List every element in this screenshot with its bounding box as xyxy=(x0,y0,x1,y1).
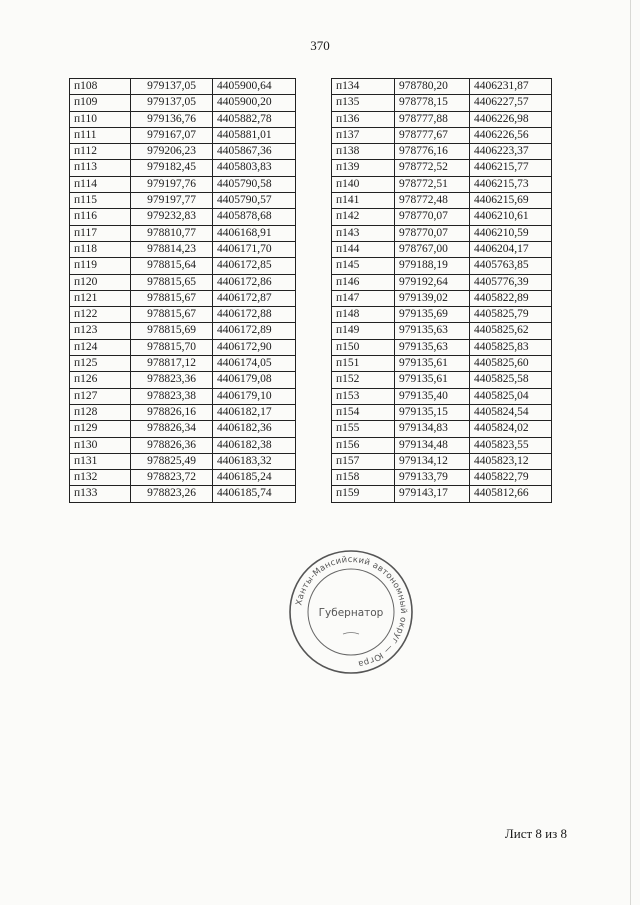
y-coordinate-cell: 4406172,88 xyxy=(213,307,296,323)
y-coordinate-cell: 4405825,83 xyxy=(470,339,552,355)
y-coordinate-cell: 4405803,83 xyxy=(213,160,296,176)
table-row xyxy=(70,144,296,160)
table-row xyxy=(70,176,296,192)
x-coordinate-cell: 978772,48 xyxy=(395,193,470,209)
point-id-cell: п152 xyxy=(332,372,395,388)
table-row xyxy=(332,225,552,241)
table-row xyxy=(332,144,552,160)
x-coordinate-cell: 978780,20 xyxy=(395,79,470,95)
point-id-cell: п153 xyxy=(332,388,395,404)
y-coordinate-cell: 4406168,91 xyxy=(213,225,296,241)
table-row xyxy=(70,372,296,388)
x-coordinate-cell: 979133,79 xyxy=(395,470,470,486)
y-coordinate-cell: 4406223,37 xyxy=(470,144,552,160)
table-row xyxy=(70,453,296,469)
point-id-cell: п144 xyxy=(332,241,395,257)
point-id-cell: п137 xyxy=(332,127,395,143)
scan-edge-line xyxy=(630,0,631,905)
table-row xyxy=(70,193,296,209)
point-id-cell: п135 xyxy=(332,95,395,111)
table-row xyxy=(70,307,296,323)
point-id-cell: п138 xyxy=(332,144,395,160)
point-id-cell: п116 xyxy=(70,209,131,225)
table-row xyxy=(332,437,552,453)
table-row xyxy=(332,339,552,355)
y-coordinate-cell: 4405790,57 xyxy=(213,193,296,209)
point-id-cell: п112 xyxy=(70,144,131,160)
y-coordinate-cell: 4405812,66 xyxy=(470,486,552,502)
y-coordinate-cell: 4405776,39 xyxy=(470,274,552,290)
table-row xyxy=(70,404,296,420)
point-id-cell: п122 xyxy=(70,307,131,323)
point-id-cell: п121 xyxy=(70,290,131,306)
y-coordinate-cell: 4405825,62 xyxy=(470,323,552,339)
point-id-cell: п141 xyxy=(332,193,395,209)
y-coordinate-cell: 4406172,90 xyxy=(213,339,296,355)
y-coordinate-cell: 4405881,01 xyxy=(213,127,296,143)
x-coordinate-cell: 978815,69 xyxy=(131,323,213,339)
y-coordinate-cell: 4406185,24 xyxy=(213,470,296,486)
x-coordinate-cell: 978814,23 xyxy=(131,241,213,257)
x-coordinate-cell: 978772,51 xyxy=(395,176,470,192)
seal-center-text: Губернатор xyxy=(318,607,384,619)
x-coordinate-cell: 978770,07 xyxy=(395,225,470,241)
table-row xyxy=(70,225,296,241)
table-row xyxy=(332,388,552,404)
x-coordinate-cell: 979192,64 xyxy=(395,274,470,290)
y-coordinate-cell: 4406215,73 xyxy=(470,176,552,192)
coordinates-table-right xyxy=(331,78,552,503)
table-row xyxy=(332,209,552,225)
point-id-cell: п125 xyxy=(70,356,131,372)
seal-ring-textpath: Ханты-Мансийский автономный округ — Югра xyxy=(294,554,409,669)
point-id-cell: п109 xyxy=(70,95,131,111)
table-row xyxy=(70,274,296,290)
table-row xyxy=(332,241,552,257)
y-coordinate-cell: 4406204,17 xyxy=(470,241,552,257)
point-id-cell: п113 xyxy=(70,160,131,176)
point-id-cell: п134 xyxy=(332,79,395,95)
x-coordinate-cell: 978770,07 xyxy=(395,209,470,225)
y-coordinate-cell: 4406183,32 xyxy=(213,453,296,469)
y-coordinate-cell: 4406227,57 xyxy=(470,95,552,111)
table-row xyxy=(332,274,552,290)
y-coordinate-cell: 4406179,10 xyxy=(213,388,296,404)
x-coordinate-cell: 978772,52 xyxy=(395,160,470,176)
table-row xyxy=(70,95,296,111)
point-id-cell: п115 xyxy=(70,193,131,209)
x-coordinate-cell: 979143,17 xyxy=(395,486,470,502)
table-row xyxy=(70,209,296,225)
x-coordinate-cell: 979135,40 xyxy=(395,388,470,404)
y-coordinate-cell: 4405790,58 xyxy=(213,176,296,192)
table-row xyxy=(332,176,552,192)
point-id-cell: п140 xyxy=(332,176,395,192)
point-id-cell: п119 xyxy=(70,258,131,274)
x-coordinate-cell: 978767,00 xyxy=(395,241,470,257)
y-coordinate-cell: 4406174,05 xyxy=(213,356,296,372)
y-coordinate-cell: 4406185,74 xyxy=(213,486,296,502)
x-coordinate-cell: 978815,67 xyxy=(131,307,213,323)
x-coordinate-cell: 979139,02 xyxy=(395,290,470,306)
table-row xyxy=(332,404,552,420)
table-row xyxy=(70,421,296,437)
x-coordinate-cell: 978826,36 xyxy=(131,437,213,453)
point-id-cell: п133 xyxy=(70,486,131,502)
table-row xyxy=(332,470,552,486)
x-coordinate-cell: 978815,65 xyxy=(131,274,213,290)
x-coordinate-cell: 978817,12 xyxy=(131,356,213,372)
table-row xyxy=(70,339,296,355)
point-id-cell: п128 xyxy=(70,404,131,420)
y-coordinate-cell: 4405900,64 xyxy=(213,79,296,95)
table-row xyxy=(332,127,552,143)
x-coordinate-cell: 979135,61 xyxy=(395,372,470,388)
table-row xyxy=(70,79,296,95)
y-coordinate-cell: 4406172,87 xyxy=(213,290,296,306)
x-coordinate-cell: 978778,15 xyxy=(395,95,470,111)
table-row xyxy=(332,95,552,111)
seal-signature-mark xyxy=(343,633,359,635)
point-id-cell: п117 xyxy=(70,225,131,241)
x-coordinate-cell: 979135,63 xyxy=(395,339,470,355)
point-id-cell: п155 xyxy=(332,421,395,437)
point-id-cell: п142 xyxy=(332,209,395,225)
point-id-cell: п151 xyxy=(332,356,395,372)
y-coordinate-cell: 4405822,89 xyxy=(470,290,552,306)
point-id-cell: п118 xyxy=(70,241,131,257)
point-id-cell: п146 xyxy=(332,274,395,290)
point-id-cell: п139 xyxy=(332,160,395,176)
coordinates-table-left-body xyxy=(70,79,296,503)
page-number: 370 xyxy=(310,38,330,53)
x-coordinate-cell: 979135,63 xyxy=(395,323,470,339)
point-id-cell: п111 xyxy=(70,127,131,143)
x-coordinate-cell: 978823,72 xyxy=(131,470,213,486)
table-row xyxy=(332,193,552,209)
x-coordinate-cell: 979136,76 xyxy=(131,111,213,127)
x-coordinate-cell: 979188,19 xyxy=(395,258,470,274)
x-coordinate-cell: 978776,16 xyxy=(395,144,470,160)
table-row xyxy=(332,307,552,323)
y-coordinate-cell: 4405822,79 xyxy=(470,470,552,486)
point-id-cell: п159 xyxy=(332,486,395,502)
table-row xyxy=(332,453,552,469)
x-coordinate-cell: 979182,45 xyxy=(131,160,213,176)
x-coordinate-cell: 979137,05 xyxy=(131,95,213,111)
point-id-cell: п129 xyxy=(70,421,131,437)
y-coordinate-cell: 4406182,17 xyxy=(213,404,296,420)
y-coordinate-cell: 4406226,56 xyxy=(470,127,552,143)
table-row xyxy=(70,127,296,143)
coordinates-table-left xyxy=(69,78,296,503)
y-coordinate-cell: 4406179,08 xyxy=(213,372,296,388)
x-coordinate-cell: 978823,26 xyxy=(131,486,213,502)
table-row xyxy=(70,160,296,176)
x-coordinate-cell: 979137,05 xyxy=(131,79,213,95)
y-coordinate-cell: 4406171,70 xyxy=(213,241,296,257)
coordinates-table-right-body xyxy=(332,79,552,503)
point-id-cell: п108 xyxy=(70,79,131,95)
point-id-cell: п136 xyxy=(332,111,395,127)
table-row xyxy=(332,421,552,437)
table-row xyxy=(70,356,296,372)
x-coordinate-cell: 979167,07 xyxy=(131,127,213,143)
point-id-cell: п148 xyxy=(332,307,395,323)
y-coordinate-cell: 4405823,12 xyxy=(470,453,552,469)
y-coordinate-cell: 4405824,54 xyxy=(470,404,552,420)
table-row xyxy=(332,323,552,339)
x-coordinate-cell: 979134,12 xyxy=(395,453,470,469)
sheet-label: Лист 8 из 8 xyxy=(504,826,567,841)
x-coordinate-cell: 979135,69 xyxy=(395,307,470,323)
table-row xyxy=(70,111,296,127)
x-coordinate-cell: 979197,76 xyxy=(131,176,213,192)
x-coordinate-cell: 979197,77 xyxy=(131,193,213,209)
y-coordinate-cell: 4405867,36 xyxy=(213,144,296,160)
table-row xyxy=(70,470,296,486)
y-coordinate-cell: 4405825,60 xyxy=(470,356,552,372)
point-id-cell: п124 xyxy=(70,339,131,355)
y-coordinate-cell: 4406226,98 xyxy=(470,111,552,127)
point-id-cell: п158 xyxy=(332,470,395,486)
x-coordinate-cell: 978777,67 xyxy=(395,127,470,143)
y-coordinate-cell: 4405825,79 xyxy=(470,307,552,323)
table-row xyxy=(70,290,296,306)
y-coordinate-cell: 4406215,77 xyxy=(470,160,552,176)
point-id-cell: п147 xyxy=(332,290,395,306)
x-coordinate-cell: 978826,34 xyxy=(131,421,213,437)
point-id-cell: п131 xyxy=(70,453,131,469)
y-coordinate-cell: 4406172,89 xyxy=(213,323,296,339)
table-row xyxy=(332,356,552,372)
x-coordinate-cell: 978815,64 xyxy=(131,258,213,274)
y-coordinate-cell: 4406210,61 xyxy=(470,209,552,225)
point-id-cell: п157 xyxy=(332,453,395,469)
point-id-cell: п132 xyxy=(70,470,131,486)
x-coordinate-cell: 979134,83 xyxy=(395,421,470,437)
x-coordinate-cell: 978777,88 xyxy=(395,111,470,127)
point-id-cell: п156 xyxy=(332,437,395,453)
y-coordinate-cell: 4405825,04 xyxy=(470,388,552,404)
table-row xyxy=(332,290,552,306)
x-coordinate-cell: 979135,15 xyxy=(395,404,470,420)
y-coordinate-cell: 4405900,20 xyxy=(213,95,296,111)
y-coordinate-cell: 4405825,58 xyxy=(470,372,552,388)
table-row xyxy=(332,372,552,388)
point-id-cell: п127 xyxy=(70,388,131,404)
table-row xyxy=(332,79,552,95)
point-id-cell: п149 xyxy=(332,323,395,339)
point-id-cell: п114 xyxy=(70,176,131,192)
point-id-cell: п145 xyxy=(332,258,395,274)
y-coordinate-cell: 4405763,85 xyxy=(470,258,552,274)
x-coordinate-cell: 978823,38 xyxy=(131,388,213,404)
table-row xyxy=(332,258,552,274)
point-id-cell: п130 xyxy=(70,437,131,453)
y-coordinate-cell: 4405823,55 xyxy=(470,437,552,453)
x-coordinate-cell: 979206,23 xyxy=(131,144,213,160)
table-row xyxy=(332,160,552,176)
y-coordinate-cell: 4406182,38 xyxy=(213,437,296,453)
y-coordinate-cell: 4406172,86 xyxy=(213,274,296,290)
x-coordinate-cell: 978826,16 xyxy=(131,404,213,420)
point-id-cell: п150 xyxy=(332,339,395,355)
x-coordinate-cell: 978815,67 xyxy=(131,290,213,306)
point-id-cell: п154 xyxy=(332,404,395,420)
point-id-cell: п143 xyxy=(332,225,395,241)
y-coordinate-cell: 4406231,87 xyxy=(470,79,552,95)
y-coordinate-cell: 4405882,78 xyxy=(213,111,296,127)
table-row xyxy=(332,486,552,502)
x-coordinate-cell: 978825,49 xyxy=(131,453,213,469)
y-coordinate-cell: 4406182,36 xyxy=(213,421,296,437)
table-row xyxy=(70,323,296,339)
point-id-cell: п123 xyxy=(70,323,131,339)
table-row xyxy=(70,486,296,502)
y-coordinate-cell: 4406215,69 xyxy=(470,193,552,209)
x-coordinate-cell: 978815,70 xyxy=(131,339,213,355)
y-coordinate-cell: 4405824,02 xyxy=(470,421,552,437)
point-id-cell: п120 xyxy=(70,274,131,290)
table-row xyxy=(70,388,296,404)
governor-seal-stamp xyxy=(287,548,415,676)
table-row xyxy=(70,258,296,274)
y-coordinate-cell: 4405878,68 xyxy=(213,209,296,225)
table-row xyxy=(332,111,552,127)
x-coordinate-cell: 979134,48 xyxy=(395,437,470,453)
table-row xyxy=(70,437,296,453)
x-coordinate-cell: 979135,61 xyxy=(395,356,470,372)
x-coordinate-cell: 978810,77 xyxy=(131,225,213,241)
point-id-cell: п110 xyxy=(70,111,131,127)
x-coordinate-cell: 978823,36 xyxy=(131,372,213,388)
y-coordinate-cell: 4406210,59 xyxy=(470,225,552,241)
point-id-cell: п126 xyxy=(70,372,131,388)
x-coordinate-cell: 979232,83 xyxy=(131,209,213,225)
y-coordinate-cell: 4406172,85 xyxy=(213,258,296,274)
table-row xyxy=(70,241,296,257)
